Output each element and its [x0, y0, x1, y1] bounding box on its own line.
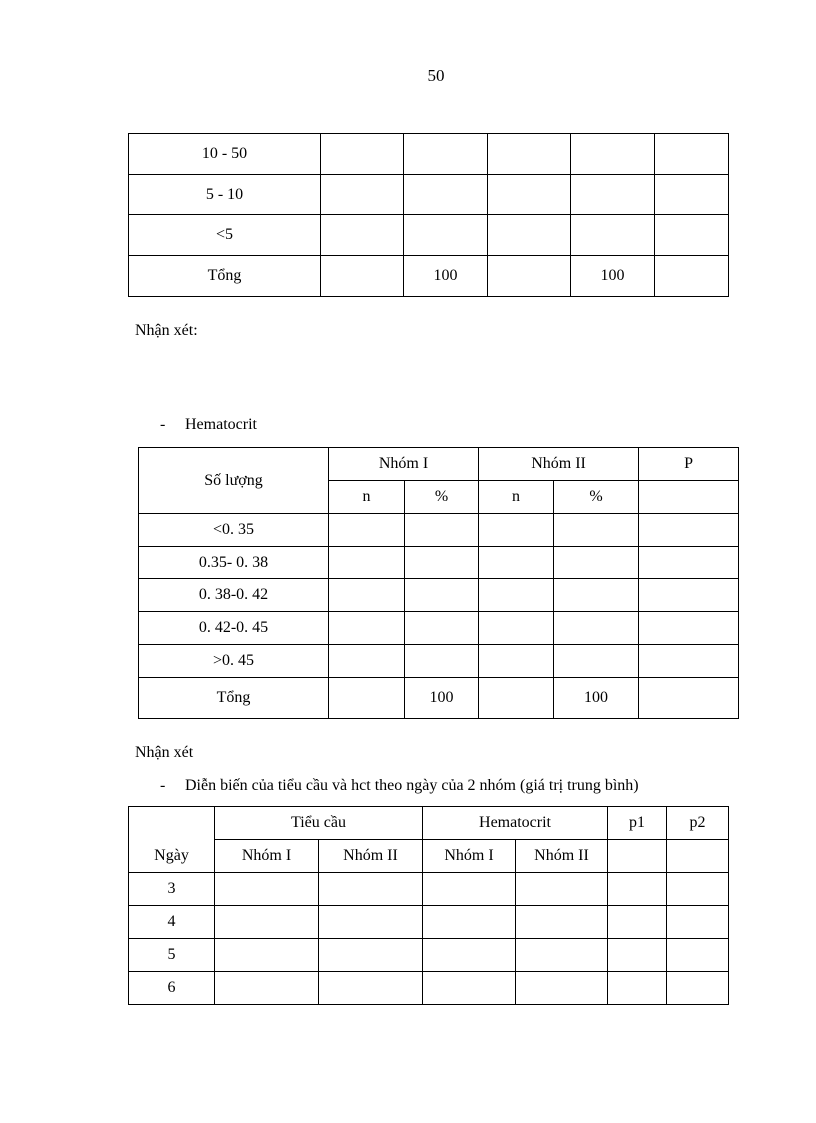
percent-cell — [571, 134, 655, 175]
row-label: >0. 45 — [139, 645, 329, 678]
table-row — [129, 215, 729, 256]
row-label: <0. 35 — [139, 514, 329, 547]
header-group-1: Nhóm I — [423, 840, 516, 873]
table-row — [129, 906, 729, 939]
platelet-count-table-continued — [128, 133, 729, 297]
table-row — [129, 256, 729, 297]
day-cell: 4 — [129, 906, 215, 939]
row-label: 0. 42-0. 45 — [139, 612, 329, 645]
day-cell: 5 — [129, 939, 215, 972]
header-day: Ngày — [129, 840, 215, 873]
percent-cell — [404, 134, 488, 175]
header-p2: p2 — [667, 807, 729, 840]
day-cell: 3 — [129, 873, 215, 906]
percent-cell — [571, 175, 655, 215]
header-percent: % — [405, 481, 479, 514]
table-row — [129, 873, 729, 906]
row-label: 5 - 10 — [129, 175, 321, 215]
row-label: Tổng — [139, 678, 329, 719]
header-percent: % — [554, 481, 639, 514]
daily-evolution-table — [128, 806, 729, 1005]
row-label: <5 — [129, 215, 321, 256]
table-row — [139, 645, 739, 678]
header-n: n — [479, 481, 554, 514]
header-p: P — [639, 448, 739, 481]
row-label: 0.35- 0. 38 — [139, 547, 329, 579]
hematocrit-table — [138, 447, 739, 719]
page-number: 50 — [427, 66, 445, 85]
header-hematocrit: Hematocrit — [423, 807, 608, 840]
header-p1: p1 — [608, 807, 667, 840]
header-group-2: Nhóm II — [479, 448, 639, 481]
table-row: Tổng 100 100 — [139, 678, 739, 719]
day-cell: 6 — [129, 972, 215, 1005]
table-row — [129, 939, 729, 972]
header-n: n — [329, 481, 405, 514]
percent-cell — [404, 175, 488, 215]
remark-label: Nhận xét: — [135, 322, 198, 339]
table-row — [129, 972, 729, 1005]
header-group-2: Nhóm II — [319, 840, 423, 873]
header-group-1: Nhóm I — [329, 448, 479, 481]
remark-label: Nhận xét — [135, 744, 194, 761]
bullet-dash: - — [160, 416, 166, 433]
header-group-1: Nhóm I — [215, 840, 319, 873]
section-title-hematocrit: Hematocrit — [185, 416, 257, 433]
table-row — [129, 134, 729, 175]
percent-cell: 100 — [571, 256, 655, 297]
header-group-2: Nhóm II — [516, 840, 608, 873]
percent-cell: 100 — [404, 256, 488, 297]
table-row — [139, 547, 739, 579]
table-row — [139, 514, 739, 547]
table-row — [129, 175, 729, 215]
bullet-dash: - — [160, 777, 166, 794]
percent-cell — [404, 215, 488, 256]
row-label: 0. 38-0. 42 — [139, 579, 329, 612]
percent-cell — [571, 215, 655, 256]
section-title-evolution: Diễn biến của tiểu cầu và hct theo ngày của 2 nhóm (giá trị trung bình) — [185, 777, 639, 794]
row-label: Tổng — [129, 256, 321, 297]
header-platelet: Tiểu cầu — [215, 807, 423, 840]
header-quantity: Số lượng — [139, 448, 329, 514]
row-label: 10 - 50 — [129, 134, 321, 175]
table-row — [139, 579, 739, 612]
table-row — [139, 612, 739, 645]
